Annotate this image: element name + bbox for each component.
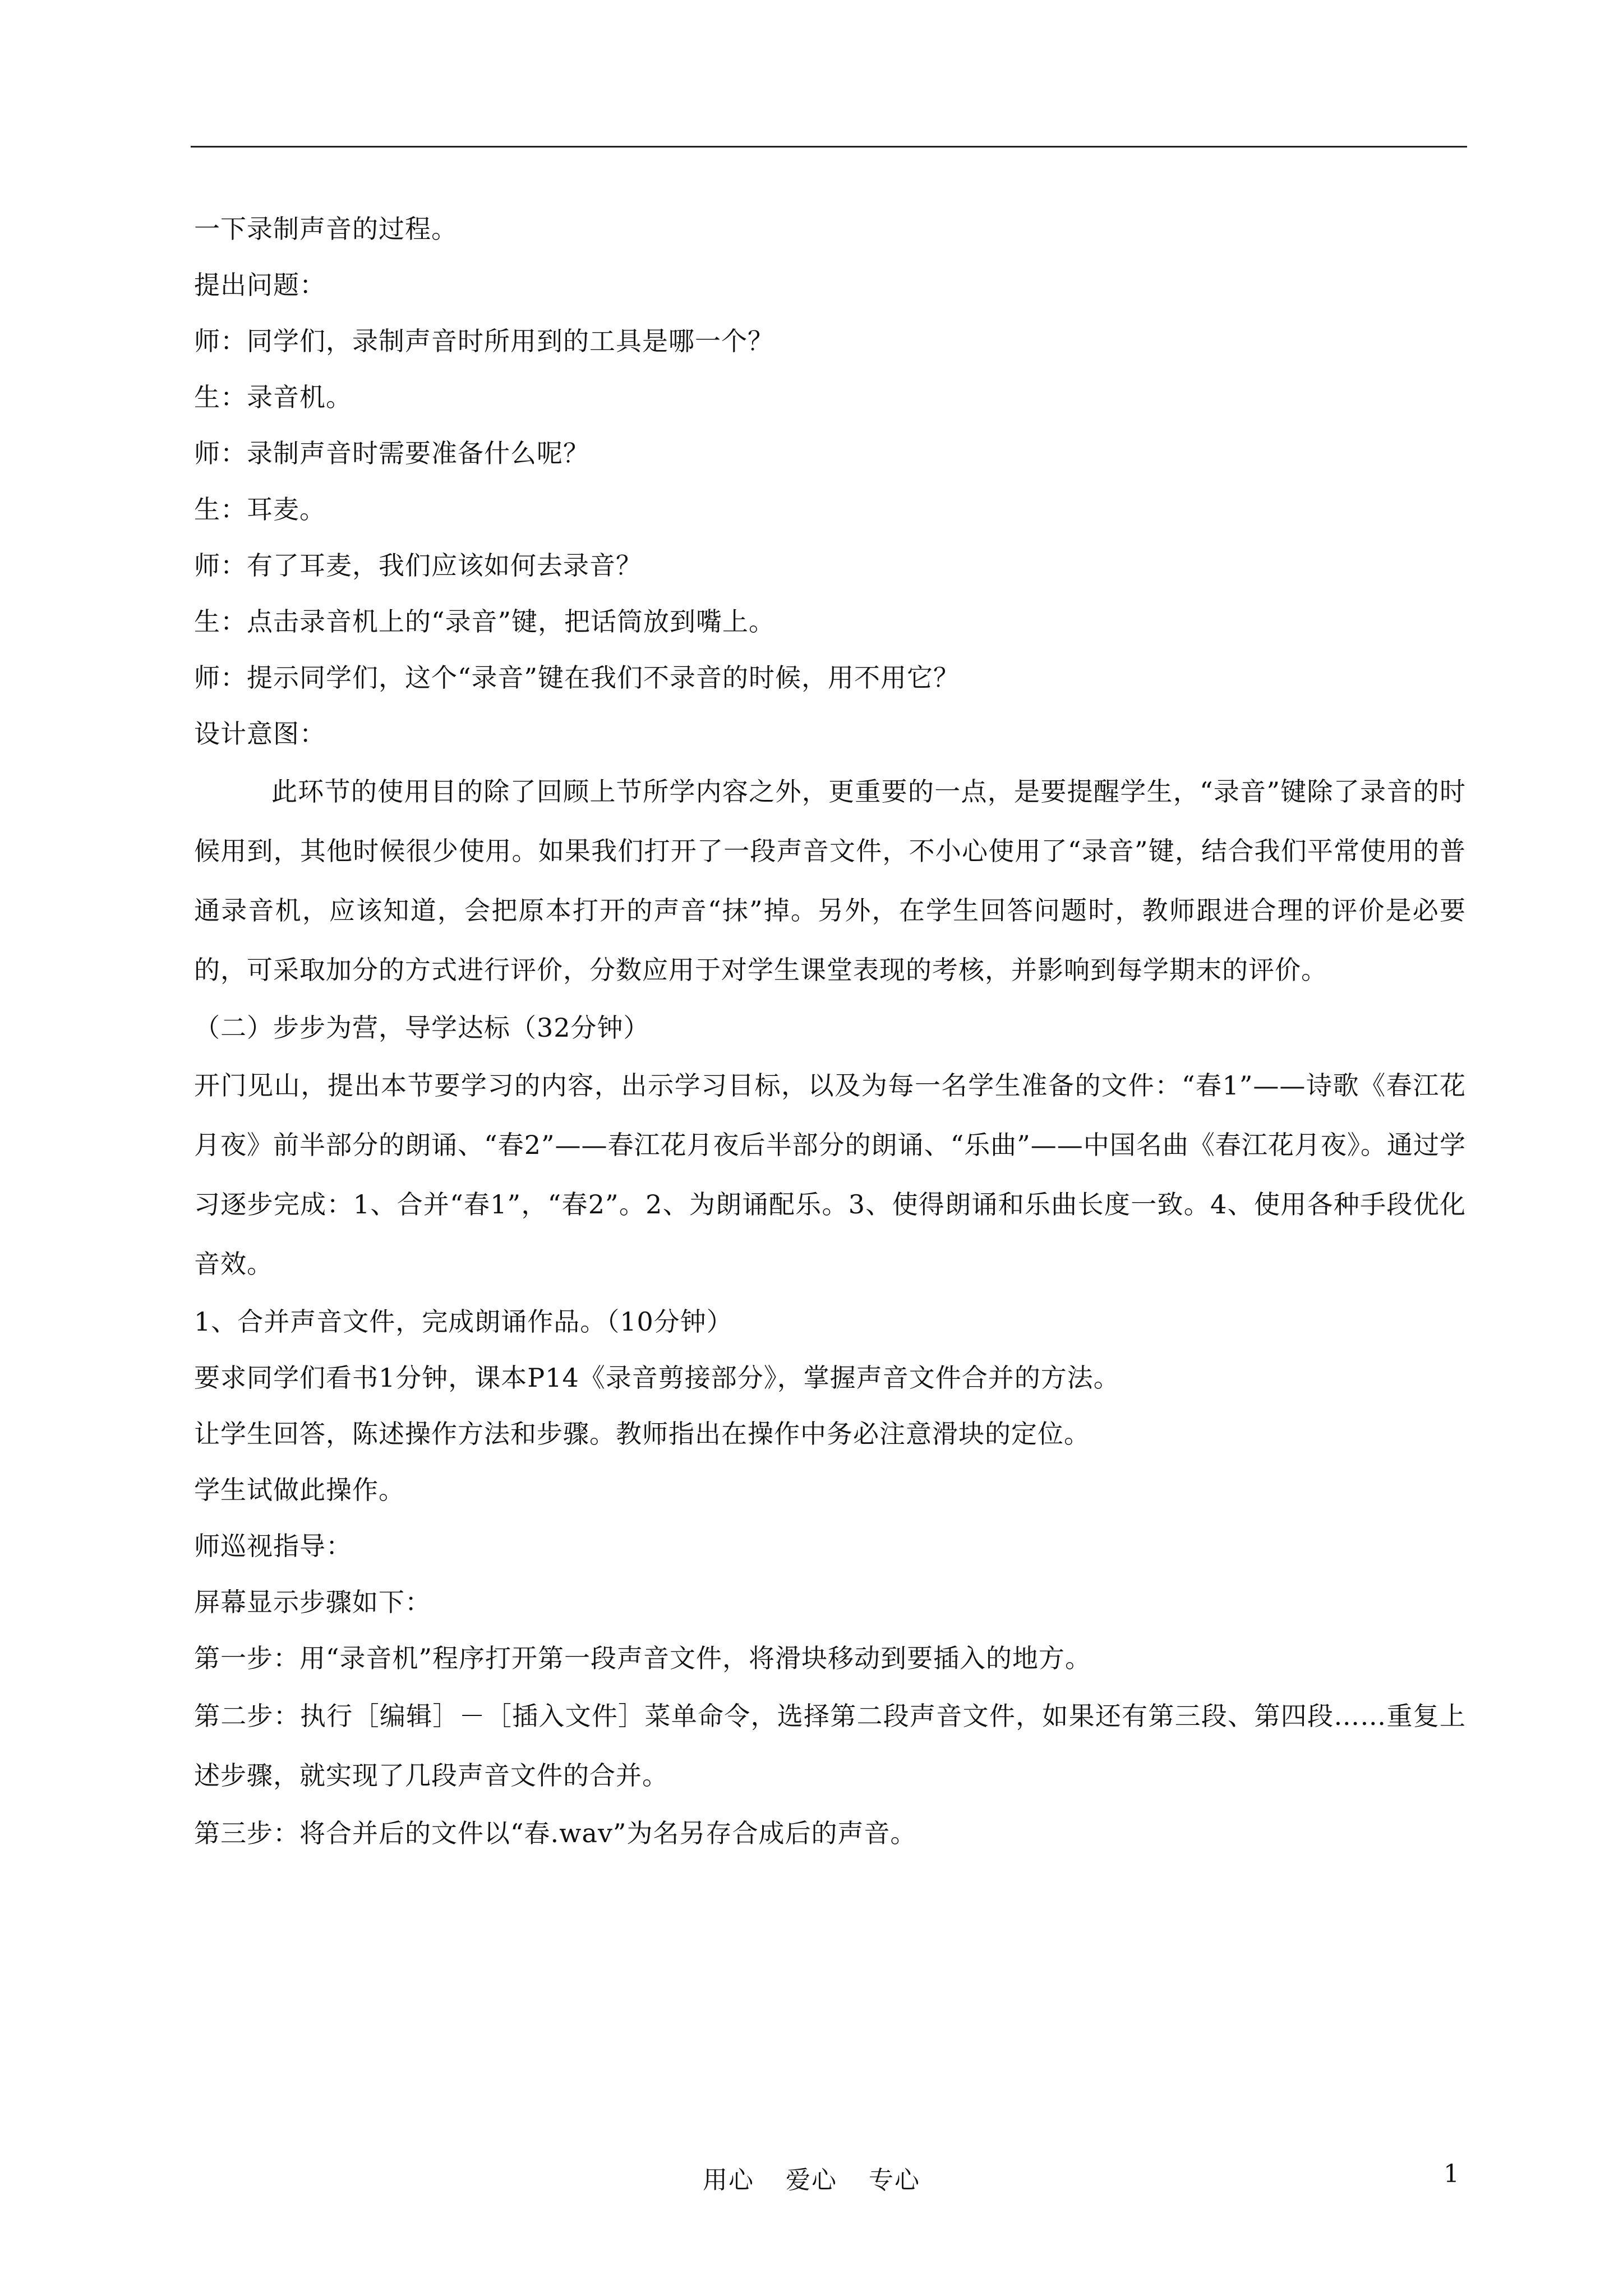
text-line: 生：耳麦。 (194, 494, 326, 524)
text-line: 师：同学们，录制声音时所用到的工具是哪一个？ (194, 326, 774, 356)
text-line: 师：有了耳麦，我们应该如何去录音？ (194, 550, 642, 581)
text-line: 生：录音机。 (194, 382, 352, 412)
footer-text: 爱心 (786, 2166, 837, 2194)
intro-paragraph: 开门见山，提出本节要学习的内容，出示学习目标，以及为每一名学生准备的文件：“春1”——诗歌《春江花月夜》前半部分的朗诵、“春2”——春江花月夜后半部分的朗诵、“乐曲”——中国名曲《春江花月夜》。通过学习逐步完成：1、合并“春1”，“春2”。2、为朗诵配乐。3、使得朗诵和乐曲长度一致。4、使用各种手段优化音效。 (194, 1070, 1466, 1279)
header-rule (191, 146, 1467, 148)
page-number: 1 (1444, 2160, 1459, 2188)
text-line: 让学生回答，陈述操作方法和步骤。教师指出在操作中务必注意滑块的定位。 (194, 1419, 1090, 1449)
section-title: （二）步步为营，导学达标（32分钟） (194, 1013, 650, 1043)
text-line: 一下录制声音的过程。 (194, 214, 458, 244)
text-line: 要求同学们看书1分钟，课本P14《录音剪接部分》，掌握声音文件合并的方法。 (194, 1363, 1120, 1393)
document-body (194, 201, 1466, 1861)
text-line: 学生试做此操作。 (194, 1475, 405, 1505)
text-line: 1、合并声音文件，完成朗诵作品。（10分钟） (194, 1306, 733, 1337)
text-line: 师：录制声音时需要准备什么呢？ (194, 438, 589, 468)
step2-paragraph: 第二步：执行［编辑］－［插入文件］菜单命令，选择第二段声音文件，如果还有第三段、第四段……重复上述步骤，就实现了几段声音文件的合并。 (194, 1701, 1466, 1791)
text-line: 屏幕显示步骤如下： (194, 1587, 431, 1617)
text-line: 生：点击录音机上的“录音”键，把话筒放到嘴上。 (194, 606, 776, 637)
text-line: 师巡视指导： (194, 1531, 352, 1561)
text-line: 提出问题： (194, 270, 326, 300)
text-line: 师：提示同学们，这个“录音”键在我们不录音的时候，用不用它？ (194, 662, 960, 693)
footer-text: 用心 (703, 2166, 754, 2194)
text-line: 第一步：用“录音机”程序打开第一段声音文件，将滑块移动到要插入的地方。 (194, 1643, 1092, 1673)
page-footer (0, 2160, 1623, 2196)
text-line: 第三步：将合并后的文件以“春.wav”为名另存合成后的声音。 (194, 1818, 917, 1848)
text-line: 设计意图： (194, 719, 326, 749)
footer-text: 专心 (869, 2166, 920, 2194)
design-intent-paragraph: 此环节的使用目的除了回顾上节所学内容之外，更重要的一点，是要提醒学生，“录音”键除了录音的时候用到，其他时候很少使用。如果我们打开了一段声音文件，不小心使用了“录音”键，结合我们平常使用的普通录音机，应该知道，会把原本打开的声音“抹”掉。另外，在学生回答问题时，教师跟进合理的评价是必要的，可采取加分的方式进行评价，分数应用于对学生课堂表现的考核，并影响到每学期末的评价。 (194, 776, 1466, 985)
